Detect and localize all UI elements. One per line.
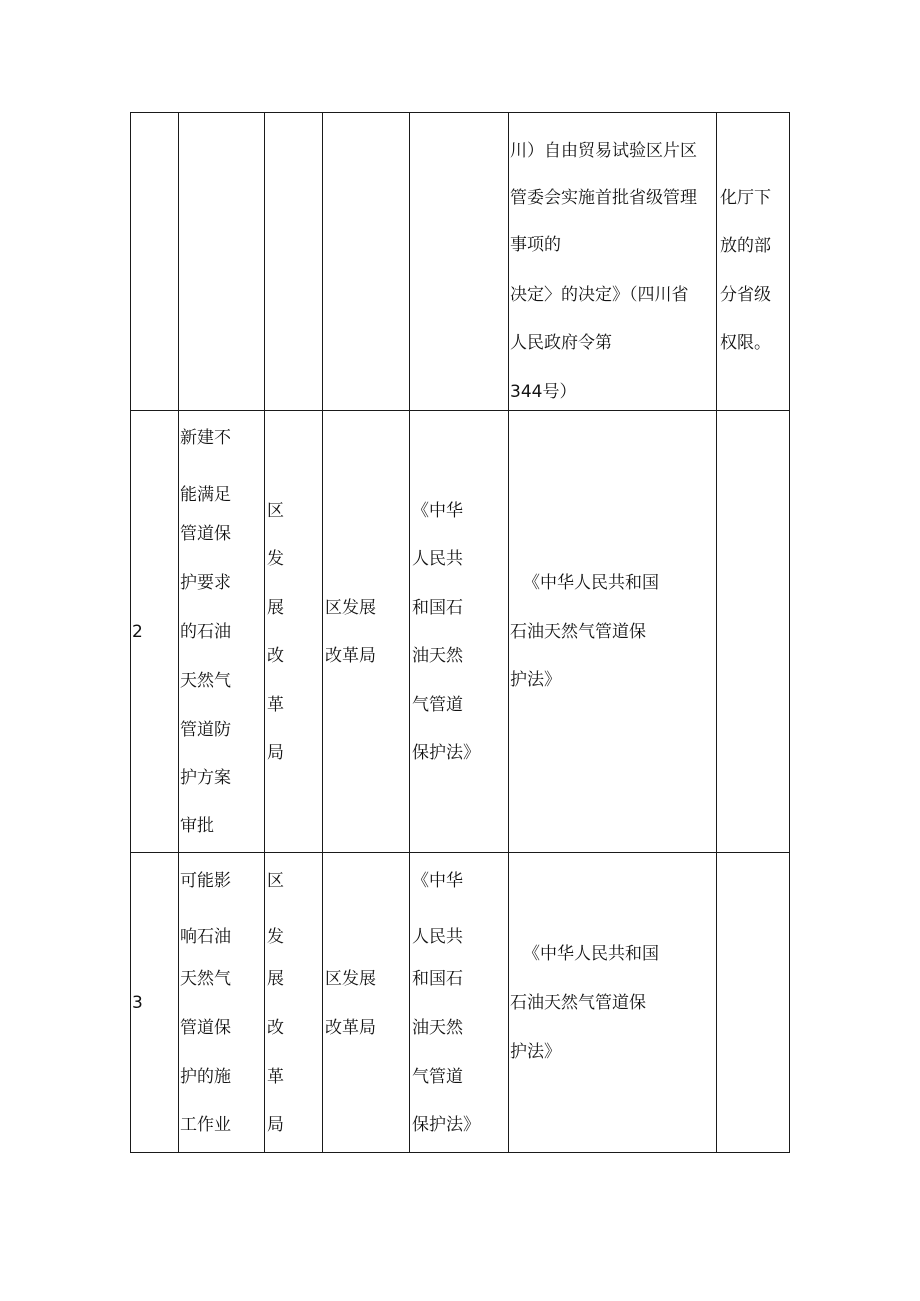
law-name-line: 人民共 xyxy=(412,549,463,569)
law-name-line: 油天然 xyxy=(412,1018,463,1038)
legal-basis-line: 《中华人民共和国 xyxy=(523,573,659,593)
department-vertical-char: 革 xyxy=(267,695,284,715)
law-name-line: 人民共 xyxy=(412,927,463,947)
law-name-line: 气管道 xyxy=(412,695,463,715)
item-name-line: 能满足 xyxy=(180,485,231,505)
department-vertical-char: 展 xyxy=(267,969,284,989)
implementing-agency-line: 区发展 xyxy=(325,598,376,618)
col-line-6 xyxy=(716,112,717,1153)
row-divider-2 xyxy=(130,852,790,853)
implementing-agency-line: 区发展 xyxy=(325,969,376,989)
department-vertical-char: 区 xyxy=(267,501,284,521)
department-vertical-char: 改 xyxy=(267,1018,284,1038)
legal-basis-line: 344号） xyxy=(510,382,577,402)
legal-basis-line: 护法》 xyxy=(510,670,561,690)
item-name-line: 管道保 xyxy=(180,524,231,544)
law-name-line: 和国石 xyxy=(412,969,463,989)
legal-basis-line: 管委会实施首批省级管理 xyxy=(510,188,697,208)
department-vertical-char: 发 xyxy=(267,549,284,569)
row-divider-1 xyxy=(130,410,790,411)
col-line-2 xyxy=(264,112,265,1153)
legal-basis-line: 石油天然气管道保 xyxy=(510,622,646,642)
row-number: 2 xyxy=(132,622,143,642)
col-line-4 xyxy=(409,112,410,1153)
department-vertical-char: 局 xyxy=(267,1115,284,1135)
legal-basis-line: 护法》 xyxy=(510,1042,561,1062)
row-number: 3 xyxy=(132,993,143,1013)
col-line-1 xyxy=(178,112,179,1153)
remark-line: 分省级 xyxy=(720,285,771,305)
table-border-top xyxy=(130,112,790,113)
law-name-line: 油天然 xyxy=(412,646,463,666)
department-vertical-char: 区 xyxy=(267,871,284,891)
legal-basis-line: 川）自由贸易试验区片区 xyxy=(510,141,697,161)
col-line-3 xyxy=(322,112,323,1153)
law-name-line: 《中华 xyxy=(412,501,463,521)
table-border-bottom xyxy=(130,1152,790,1153)
department-vertical-char: 发 xyxy=(267,927,284,947)
law-name-line: 气管道 xyxy=(412,1067,463,1087)
remark-line: 放的部 xyxy=(720,236,771,256)
item-name-line: 护的施 xyxy=(180,1067,231,1087)
item-name-line: 可能影 xyxy=(180,871,231,891)
law-name-line: 保护法》 xyxy=(412,1115,480,1135)
legal-basis-line: 事项的 xyxy=(510,235,561,255)
department-vertical-char: 革 xyxy=(267,1067,284,1087)
col-line-5 xyxy=(508,112,509,1153)
remark-line: 化厅下 xyxy=(720,188,771,208)
col-line-7 xyxy=(789,112,790,1153)
col-line-0 xyxy=(130,112,131,1153)
law-name-line: 《中华 xyxy=(412,871,463,891)
item-name-line: 管道保 xyxy=(180,1018,231,1038)
remark-line: 权限。 xyxy=(720,333,771,353)
item-name-line: 工作业 xyxy=(180,1115,231,1135)
item-name-line: 护要求 xyxy=(180,573,231,593)
implementing-agency-line: 改革局 xyxy=(325,646,376,666)
law-name-line: 和国石 xyxy=(412,598,463,618)
item-name-line: 审批 xyxy=(180,816,214,836)
department-vertical-char: 展 xyxy=(267,598,284,618)
item-name-line: 新建不 xyxy=(180,428,231,448)
legal-basis-line: 石油天然气管道保 xyxy=(510,993,646,1013)
department-vertical-char: 改 xyxy=(267,646,284,666)
item-name-line: 护方案 xyxy=(180,768,231,788)
item-name-line: 的石油 xyxy=(180,622,231,642)
department-vertical-char: 局 xyxy=(267,743,284,763)
implementing-agency-line: 改革局 xyxy=(325,1018,376,1038)
item-name-line: 响石油 xyxy=(180,927,231,947)
legal-basis-line: 人民政府令第 xyxy=(510,333,612,353)
law-name-line: 保护法》 xyxy=(412,743,480,763)
item-name-line: 天然气 xyxy=(180,671,231,691)
item-name-line: 管道防 xyxy=(180,720,231,740)
legal-basis-line: 决定〉的决定》（四川省 xyxy=(510,285,689,305)
item-name-line: 天然气 xyxy=(180,969,231,989)
legal-basis-line: 《中华人民共和国 xyxy=(523,944,659,964)
